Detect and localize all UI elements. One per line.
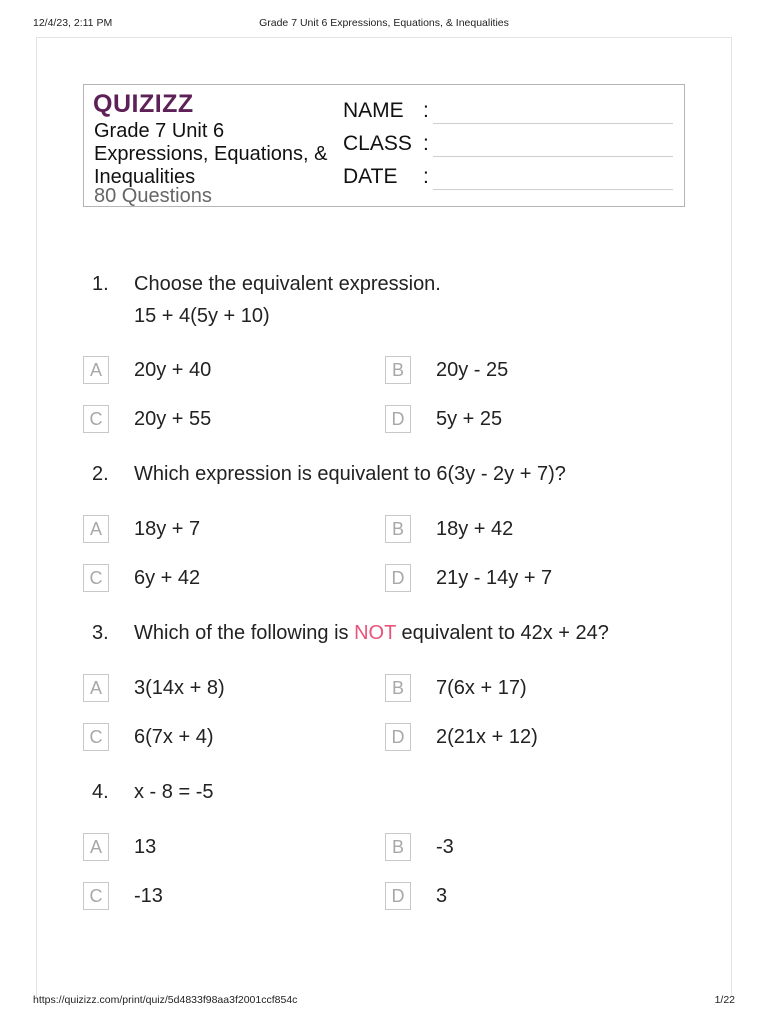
class-label: CLASS	[343, 132, 412, 155]
option-letter-box: C	[83, 882, 109, 910]
print-footer	[33, 994, 735, 1008]
option-letter-box: A	[83, 356, 109, 384]
print-header	[33, 17, 735, 31]
question-number: 2.	[92, 463, 109, 485]
option-letter-box: B	[385, 515, 411, 543]
question-number: 1.	[92, 273, 109, 295]
option-text: 21y - 14y + 7	[436, 567, 553, 589]
option-text: 3(14x + 8)	[134, 677, 225, 699]
date-colon: :	[423, 165, 429, 188]
date-line	[433, 189, 673, 190]
option-letter-box: A	[83, 833, 109, 861]
question-number: 3.	[92, 622, 109, 644]
option-text: -13	[134, 885, 163, 907]
option-letter-box: C	[83, 405, 109, 433]
option-text: 18y + 42	[436, 518, 514, 540]
class-colon: :	[423, 132, 429, 155]
question-text-before: Which of the following is	[134, 622, 355, 644]
date-label: DATE	[343, 165, 398, 188]
quiz-title: Grade 7 Unit 6 Expressions, Equations, & Inequalities	[94, 120, 328, 188]
option-text: 6y + 42	[134, 567, 201, 589]
option-text: -3	[436, 836, 454, 858]
option-letter-box: D	[385, 405, 411, 433]
option-letter-box: D	[385, 723, 411, 751]
option-text: 18y + 7	[134, 518, 201, 540]
option-letter-box: B	[385, 674, 411, 702]
option-letter-box: C	[83, 723, 109, 751]
option-text: 2(21x + 12)	[436, 726, 538, 748]
print-title: Grade 7 Unit 6 Expressions, Equations, & Inequalities	[259, 17, 509, 29]
option-letter-box: D	[385, 882, 411, 910]
option-text: 13	[134, 836, 157, 858]
option-letter-box: D	[385, 564, 411, 592]
question-text-highlight: NOT	[354, 622, 396, 644]
option-letter-box: B	[385, 356, 411, 384]
name-label: NAME	[343, 99, 404, 122]
class-line	[433, 156, 673, 157]
option-text: 20y + 55	[134, 408, 212, 430]
question-text	[134, 617, 609, 649]
option-text: 7(6x + 17)	[436, 677, 527, 699]
quizizz-logo: QUIZIZZ	[93, 90, 194, 118]
date-field	[343, 165, 429, 189]
page-number: 1/22	[714, 994, 735, 1006]
question-text-after: equivalent to 42x + 24?	[395, 622, 609, 644]
name-line	[433, 123, 673, 124]
option-text: 3	[436, 885, 448, 907]
class-field	[343, 132, 429, 156]
name-field	[343, 99, 429, 123]
option-text: 20y + 40	[134, 359, 212, 381]
question-text: Choose the equivalent expression.	[134, 273, 441, 295]
question-count: 80 Questions	[94, 185, 212, 207]
question-text: x - 8 = -5	[134, 781, 214, 803]
option-text: 6(7x + 4)	[134, 726, 214, 748]
print-url[interactable]: https://quizizz.com/print/quiz/5d4833f98aa3f2001ccf854c	[33, 994, 298, 1006]
option-letter-box: B	[385, 833, 411, 861]
option-text: 20y - 25	[436, 359, 509, 381]
print-datetime: 12/4/23, 2:11 PM	[33, 17, 113, 29]
question-expression: 15 + 4(5y + 10)	[134, 305, 270, 327]
option-letter-box: A	[83, 515, 109, 543]
name-colon: :	[423, 99, 429, 122]
option-letter-box: C	[83, 564, 109, 592]
question-number: 4.	[92, 781, 109, 803]
quiz-info-box	[83, 84, 685, 207]
option-letter-box: A	[83, 674, 109, 702]
question-text: Which expression is equivalent to 6(3y - 2y + 7)?	[134, 463, 566, 485]
option-text: 5y + 25	[436, 408, 503, 430]
